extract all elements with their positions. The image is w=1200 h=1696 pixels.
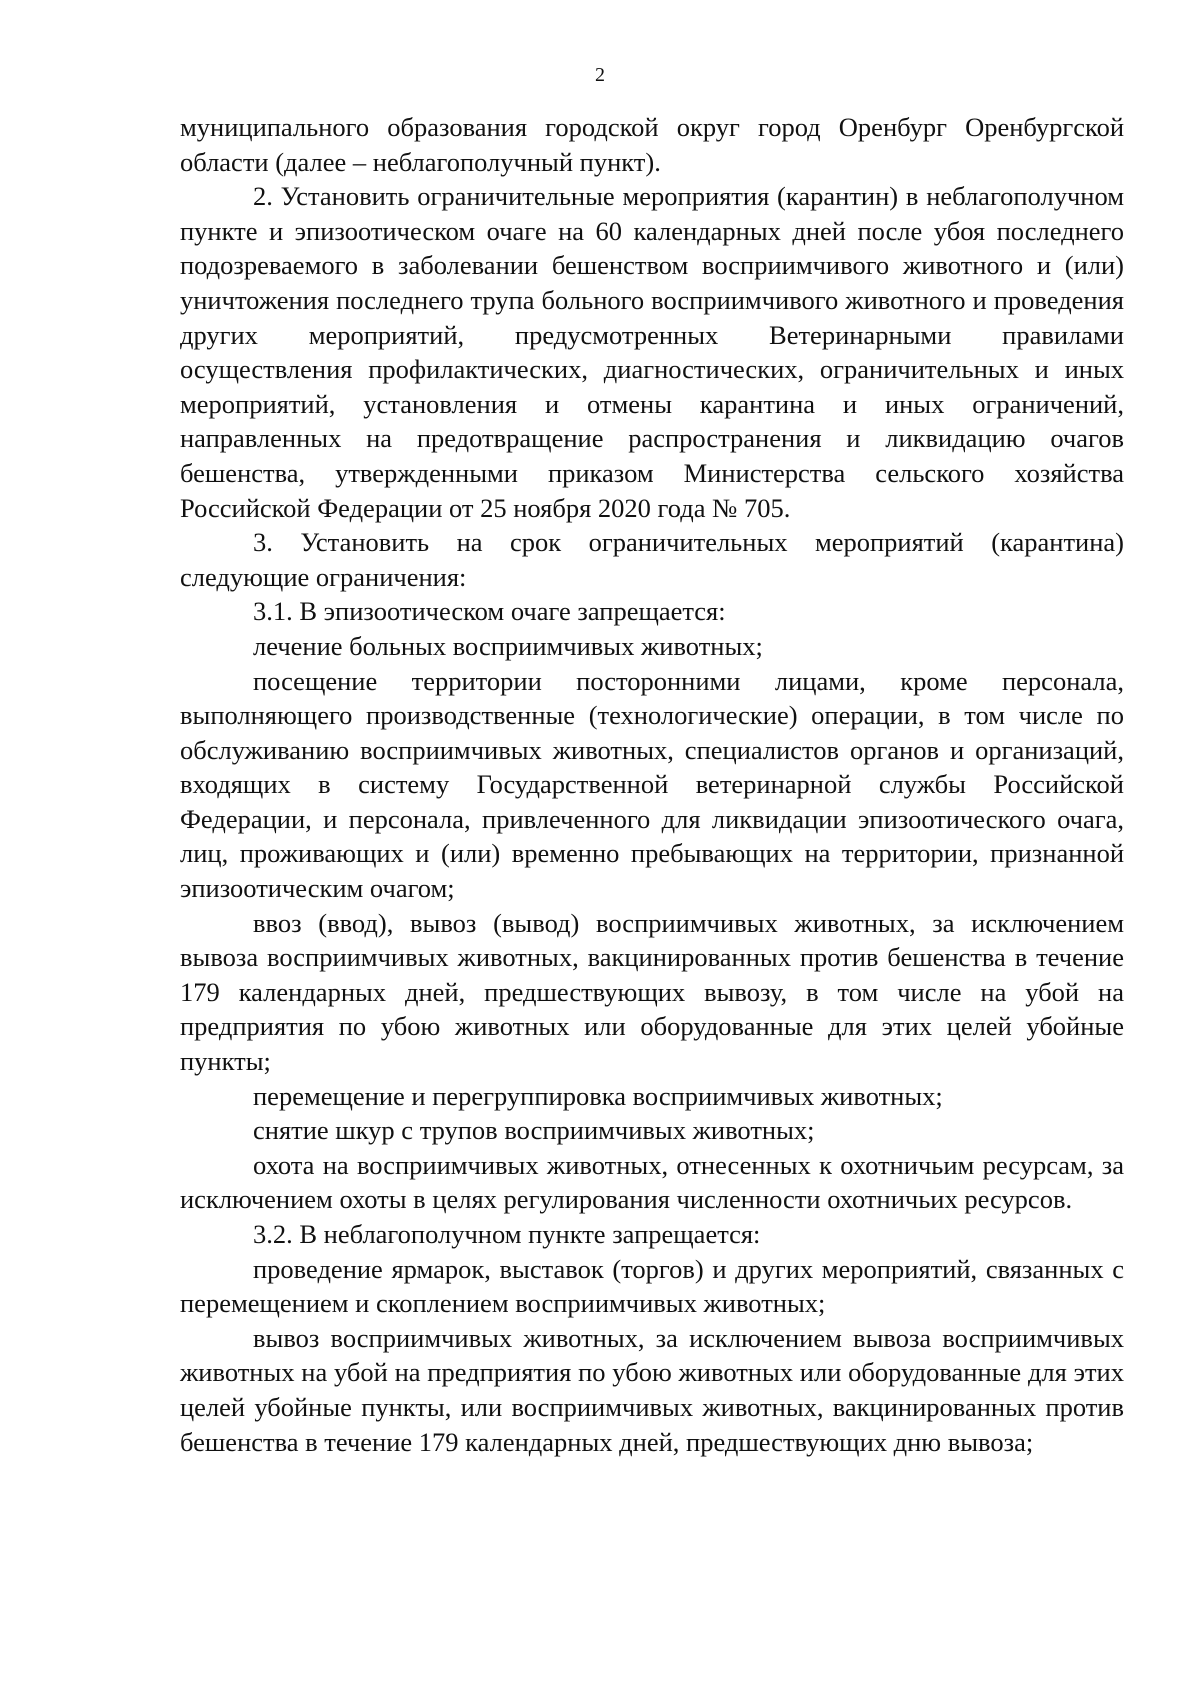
page-number: 2 (595, 64, 605, 86)
paragraph-item-3-2: 3.2. В неблагополучном пункте запрещается: (253, 1219, 761, 1249)
restriction-visits: посещение территории посторонними лицами, кроме персонала, выполняющего производственные (технологические) операции, в том числе по обслуживанию восприимчивых животных, специалистов органов и организаций, входящих в систему Государственной ветеринарной службы Российской Федерации, и персонала, привлеченного для ликвидации эпизоотического очага, лиц, проживающих и (или) временно пребывающих на территории, признанной эпизоотическим очагом; (180, 665, 1124, 904)
restriction-import-export: ввоз (ввод), вывоз (вывод) восприимчивых животных, за исключением вывоза восприимчивых животных, вакцинированных против бешенства в течение 179 календарных дней, предшествующих вывозу, в том числе на убой на предприятия по убою животных или оборудованные для этих целей убойные пункты; (180, 907, 1124, 1077)
paragraph-item-3: 3. Установить на срок ограничительных мероприятий (карантина) следующие ограничения: (180, 527, 1124, 592)
paragraph-item-2: 2. Установить ограничительные мероприятия (карантин) в неблагополучном пункте и эпизоотическом очаге на 60 календарных дней после убоя последнего подозреваемого в заболевании бешенством восприимчивого животного и (или) уничтожения последнего трупа больного восприимчивого животного и проведения других мероприятий, предусмотренных Ветеринарными правилами осуществления профилактических, диагностических, ограничительных и иных мероприятий, установления и отмены карантина и иных ограничений, направленных на предотвращение распространения и ликвидацию очагов бешенства, утвержденными приказом Министерства сельского хозяйства Российской Федерации от 25 ноября 2020 года № 705. (180, 181, 1124, 523)
restriction-export: вывоз восприимчивых животных, за исключением вывоза восприимчивых животных на убой на предприятия по убою животных или оборудованные для этих целей убойные пункты, или восприимчивых животных, вакцинированных против бешенства в течение 179 календарных дней, предшествующих дню вывоза; (180, 1322, 1124, 1457)
paragraph-continuation: муниципального образования городской округ город Оренбург Оренбургской области (далее – неблагополучный пункт). (180, 112, 1124, 177)
document-body (180, 110, 1124, 1459)
restriction-fairs: проведение ярмарок, выставок (торгов) и других мероприятий, связанных с перемещением и скоплением восприимчивых животных; (180, 1253, 1124, 1319)
paragraph-item-3-1: 3.1. В эпизоотическом очаге запрещается: (253, 596, 726, 627)
restriction-treatment: лечение больных восприимчивых животных; (253, 630, 763, 661)
restriction-movement: перемещение и перегруппировка восприимчивых животных; (253, 1080, 943, 1111)
restriction-skinning: снятие шкур с трупов восприимчивых животных; (253, 1115, 815, 1146)
restriction-hunting: охота на восприимчивых животных, отнесенных к охотничьим ресурсам, за исключением охоты в целях регулирования численности охотничьих ресурсов. (180, 1149, 1124, 1215)
